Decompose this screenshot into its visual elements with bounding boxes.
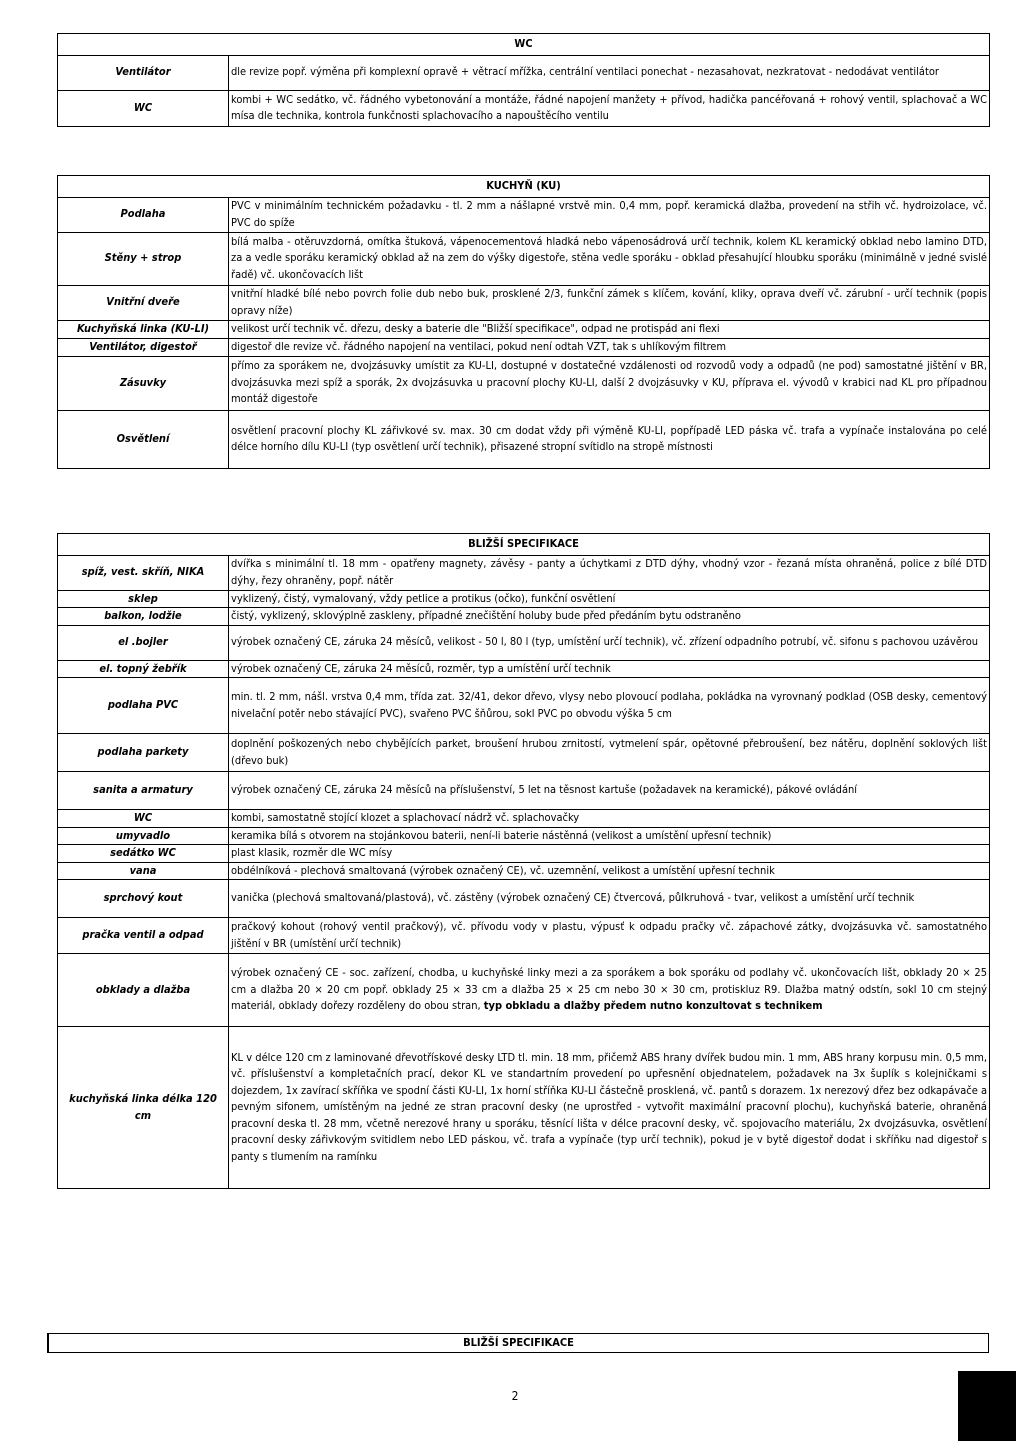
table-header-row (58, 176, 990, 198)
table-row (58, 356, 990, 410)
row-text: vanička (plechová smaltovaná/plastová), vč. zástěny (výrobek označený CE) čtvercová, půlkruhová - tvar, velikost a umístění určí technik (229, 880, 990, 918)
specification-table (57, 533, 990, 1189)
table-row (58, 555, 990, 590)
row-label: WC (58, 810, 229, 828)
row-label: sklep (58, 590, 229, 608)
row-text-regular: výrobek označený CE - soc. zařízení, chodba, u kuchyňské linky mezi a za sporákem a bok sporáku od podlahy vč. ukončovacích lišt, obklady 20 × 25 cm a dlažba 20 × 20 cm popř. obklady 25 × 33 cm a dlažba 25 × 25 cm nebo 30 × 30 cm, protiskluz R9. Dlažba matný odstín, sokl 10 cm stejný materiál, obklady dořezy rozděleny do obou stran, (231, 966, 988, 1013)
row-text: výrobek označený CE, záruka 24 měsíců na příslušenství, 5 let na těsnost kartuše (požadavek na keramické), pákové ovládání (229, 772, 990, 810)
wc-table (57, 33, 990, 127)
row-label: Vnitřní dveře (58, 285, 229, 320)
table-row (58, 90, 990, 126)
table-row (58, 55, 990, 90)
table-row (58, 880, 990, 918)
row-label: Podlaha (58, 197, 229, 232)
row-text (229, 954, 990, 1027)
table-row (58, 810, 990, 828)
row-text: velikost určí technik vč. dřezu, desky a baterie dle "Bližší specifikace", odpad ne protispád ani flexi (229, 320, 990, 338)
table-row (58, 285, 990, 320)
row-label: Kuchyňská linka (KU-LI) (58, 320, 229, 338)
row-label: kuchyňská linka délka 120 cm (58, 1027, 229, 1189)
row-label: podlaha PVC (58, 678, 229, 734)
row-label: umyvadlo (58, 827, 229, 845)
row-text: vnitřní hladké bílé nebo povrch folie dub nebo buk, prosklené 2/3, funkční zámek s klíčem, kování, kliky, oprava dveří vč. zárubní - určí technik (popis opravy níže) (229, 285, 990, 320)
table-row (58, 1027, 990, 1189)
row-label: Osvětlení (58, 410, 229, 468)
row-label: el. topný žebřík (58, 660, 229, 678)
row-label: sanita a armatury (58, 772, 229, 810)
row-text: min. tl. 2 mm, nášl. vrstva 0,4 mm, třída zat. 32/41, dekor dřevo, vlysy nebo plovoucí podlaha, pokládka na vyrovnaný podklad (OSB desky, cementový nivelační potěr nebo stávající PVC), svařeno PVC šňůrou, sokl PVC po obvodu výška 5 cm (229, 678, 990, 734)
row-label: el .bojler (58, 625, 229, 660)
table-row (58, 197, 990, 232)
row-label: vana (58, 862, 229, 880)
row-label: Stěny + strop (58, 232, 229, 285)
table-row (58, 338, 990, 356)
row-text: digestoř dle revize vč. řádného napojení na ventilaci, pokud není odtah VZT, tak s uhlíkovým filtrem (229, 338, 990, 356)
row-text: KL v délce 120 cm z laminované dřevotřískové desky LTD tl. min. 18 mm, přičemž ABS hrany dvířek budou min. 1 mm, ABS hrany korpusu min. 0,5 mm, vč. příslušenství a kompletačních prací, dekor KL ve standartním provedení po upřesnění objednatelem, požadavek na 3x šuplík s kolejničkami s dojezdem, 1x zavírací skříňka ve spodní části KU-LI, 1x horní stříňka KU-LI částečně prosklená, vč. pantů s dorazem. 1x nerezový dřez bez odkapávače a pevným sifonem, umístěným na jedné ze stran pracovní desky (ne uprostřed - vytvořit maximální pracovní plochu), kuchyňská baterie, ohraněná pracovní deska tl. 28 mm, včetně nerezové hrany u sporáku, těsnící lišta v délce pracovní desky, vč. spojovacího materiálu, 2x dvojzásuvka, osvětlení pracovní desky zářivkovým svitidlem nebo LED páskou, vč. trafa a vypínače (typ určí technik), pokud je v bytě digestoř dodat i skříňku nad digestoř s panty s tlumením na ramínku (229, 1027, 990, 1189)
row-label: Ventilátor (58, 55, 229, 90)
table-header-row (58, 534, 990, 556)
table-row (58, 625, 990, 660)
row-text: keramika bílá s otvorem na stojánkovou baterii, není-li baterie nástěnná (velikost a umístění upřesní technik) (229, 827, 990, 845)
row-label: sedátko WC (58, 845, 229, 863)
row-label: Ventilátor, digestoř (58, 338, 229, 356)
table-row (58, 734, 990, 772)
row-text: kombi, samostatně stojící klozet a splachovací nádrž vč. splachovačky (229, 810, 990, 828)
row-label: sprchový kout (58, 880, 229, 918)
table-row (58, 410, 990, 468)
section-title: WC (58, 34, 990, 56)
row-text: obdélníková - plechová smaltovaná (výrobek označený CE), vč. uzemnění, velikost a umístění upřesní technik (229, 862, 990, 880)
section-title: KUCHYŇ (KU) (58, 176, 990, 198)
row-label: Zásuvky (58, 356, 229, 410)
row-text: vyklizený, čistý, vymalovaný, vždy petlice a protikus (očko), funkční osvětlení (229, 590, 990, 608)
table-row (58, 660, 990, 678)
row-label: pračka ventil a odpad (58, 918, 229, 954)
table-row (58, 678, 990, 734)
row-text: výrobek označený CE, záruka 24 měsíců, velikost - 50 l, 80 l (typ, umístění určí technik), vč. zřízení odpadního potrubí, vč. sifonu s pachovou uzávěrou (229, 625, 990, 660)
row-label: balkon, lodžie (58, 608, 229, 626)
row-label: WC (58, 90, 229, 126)
page-number: 2 (511, 1389, 519, 1403)
row-label: spíž, vest. skříň, NIKA (58, 555, 229, 590)
row-label: podlaha parkety (58, 734, 229, 772)
row-text: doplnění poškozených nebo chybějících parket, broušení hrubou zrnitostí, vytmelení spár, opětovné přebroušení, bez nátěru, doplnění soklových lišt (dřevo buk) (229, 734, 990, 772)
row-text: výrobek označený CE, záruka 24 měsíců, rozměr, typ a umístění určí technik (229, 660, 990, 678)
table-row (58, 608, 990, 626)
row-text: osvětlení pracovní plochy KL zářivkové sv. max. 30 cm dodat vždy při výměně KU-LI, popřípadě LED páska vč. trafa a vypínače instalována po celé délce horního dílu KU-LI (typ osvětlení určí technik), přisazené stropní svítidlo na stropě místnosti (229, 410, 990, 468)
table-row (58, 827, 990, 845)
section-title: BLIŽŠÍ SPECIFIKACE (58, 534, 990, 556)
row-text: dvířka s minimální tl. 18 mm - opatřeny magnety, závěsy - panty a úchytkami z DTD dýhy, vhodný vzor - řezaná místa ohraněná, police z bílé DTD dýhy, řezy ohraněny, popř. nátěr (229, 555, 990, 590)
row-text: dle revize popř. výměna při komplexní opravě + větrací mřížka, centrální ventilaci ponechat - nezasahovat, nezkratovat - nedodávat ventilátor (229, 55, 990, 90)
row-text: bílá malba - otěruvzdorná, omítka štuková, vápenocementová hladká nebo vápenosádrová určí technik, kolem KL keramický obklad nebo lamino DTD, za a vedle sporáku keramický obklad až na zem do výšky digestoře, stěna vedle sporáku - obklad přesahující hloubku sporáku (minimálně v jedné svislé řadě) vč. ukončovacích lišt (229, 232, 990, 285)
table-row (58, 232, 990, 285)
table-header-row (58, 34, 990, 56)
kitchen-table (57, 175, 990, 469)
row-text: přímo za sporákem ne, dvojzásuvky umístit za KU-LI, dostupné v dostatečné vzdálenosti od rozvodů vody a odpadů (ne pod) samostatné jištění v BR, dvojzásuvka mezi spíž a sporák, 2x dvojzásuvka u pracovní plochy KU-LI, další 2 dvojzásuvky v KU, příprava el. vývodů v krabici nad KL pro případnou montáž digestoře (229, 356, 990, 410)
row-text: PVC v minimálním technickém požadavku - tl. 2 mm a nášlapné vrstvě min. 0,4 mm, popř. keramická dlažba, provedení na střih vč. hydroizolace, vč. PVC do spíže (229, 197, 990, 232)
row-text: pračkový kohout (rohový ventil pračkový), vč. přívodu vody v plastu, výpusť k odpadu pračky vč. zápachové zátky, dvojzásuvka vč. samostatného jištění v BR (umístění určí technik) (229, 918, 990, 954)
table-row (58, 590, 990, 608)
table-row (58, 772, 990, 810)
table-row (58, 862, 990, 880)
section-title: BLIŽŠÍ SPECIFIKACE (47, 1333, 989, 1353)
table-row (58, 845, 990, 863)
row-text-bold: typ obkladu a dlažby předem nutno konzultovat s technikem (483, 999, 823, 1013)
row-label: obklady a dlažba (58, 954, 229, 1027)
table-row (58, 320, 990, 338)
table-row (58, 918, 990, 954)
row-text: plast klasik, rozměr dle WC mísy (229, 845, 990, 863)
table-row (58, 954, 990, 1027)
row-text: čistý, vyklizený, sklovýplně zaskleny, případné znečištění holuby bude před předáním bytu odstraněno (229, 608, 990, 626)
row-text: kombi + WC sedátko, vč. řádného vybetonování a montáže, řádné napojení manžety + přívod, hadička pancéřovaná + rohový ventil, splachovač a WC mísa dle technika, kontrola funkčnosti splachovacího a napouštěcího ventilu (229, 90, 990, 126)
black-marker-box (958, 1371, 1016, 1441)
